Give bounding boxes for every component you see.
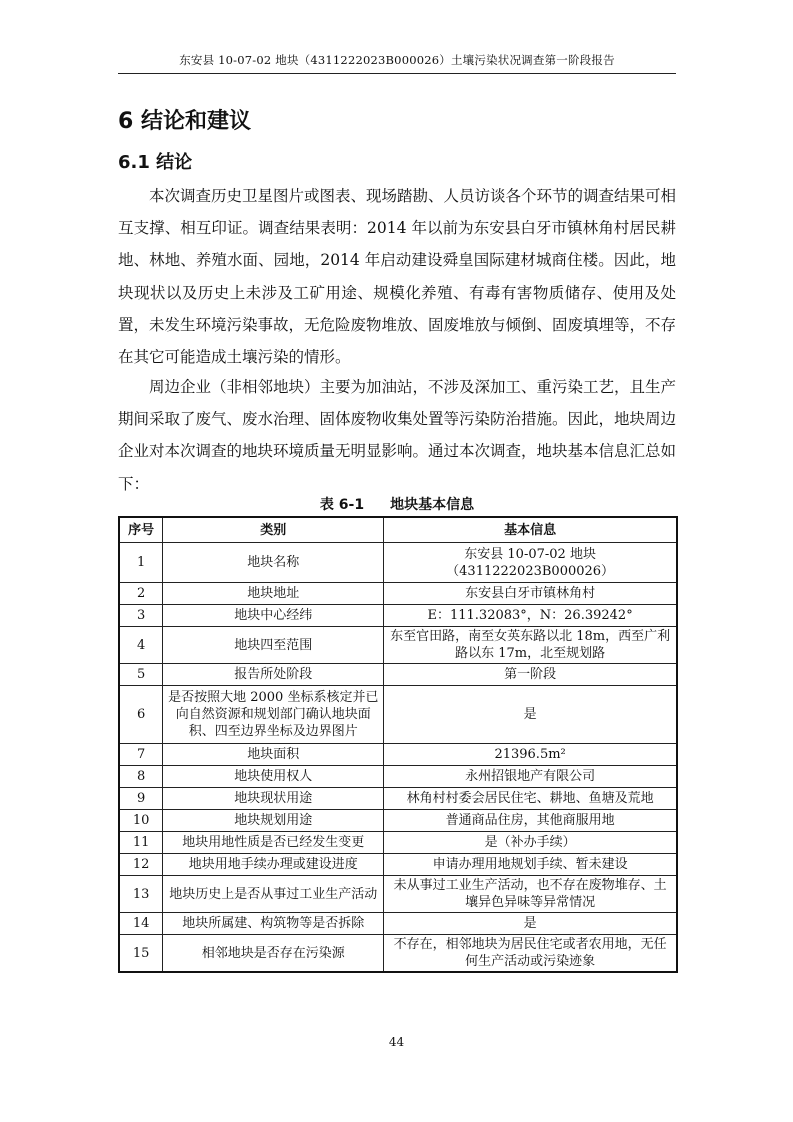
row-number-cell: 14 xyxy=(119,913,163,935)
info-cell: 永州招银地产有限公司 xyxy=(384,766,677,788)
info-cell: 林角村村委会居民住宅、耕地、鱼塘及荒地 xyxy=(384,788,677,810)
category-cell: 地块用地手续办理或建设进度 xyxy=(163,854,384,876)
category-cell: 地块面积 xyxy=(163,744,384,766)
table-row xyxy=(119,766,677,788)
table-row xyxy=(119,788,677,810)
row-number-cell: 7 xyxy=(119,744,163,766)
row-number-cell: 10 xyxy=(119,810,163,832)
row-number-cell: 4 xyxy=(119,627,163,664)
category-cell: 地块使用权人 xyxy=(163,766,384,788)
page-number: 44 xyxy=(388,1035,405,1049)
info-cell: 未从事过工业生产活动，也不存在废物堆存、土壤异色异味等异常情况 xyxy=(384,876,677,913)
info-cell: 不存在，相邻地块为居民住宅或者农用地，无任何生产活动或污染迹象 xyxy=(384,935,677,973)
info-cell: 21396.5m² xyxy=(384,744,677,766)
table-row xyxy=(119,605,677,627)
header-rule xyxy=(118,73,676,74)
column-header: 基本信息 xyxy=(384,517,677,543)
category-cell: 地块中心经纬 xyxy=(163,605,384,627)
category-cell: 是否按照大地 2000 坐标系核定并已向自然资源和规划部门确认地块面积、四至边界坐标及边界图片 xyxy=(163,686,384,744)
table-row xyxy=(119,935,677,973)
row-number-cell: 5 xyxy=(119,664,163,686)
table-number: 表 6-1 xyxy=(319,497,365,513)
running-header: 东安县 10-07-02 地块（4311222023B000026）土壤污染状况调查第一阶段报告 xyxy=(179,53,615,67)
row-number-cell: 8 xyxy=(119,766,163,788)
table-row xyxy=(119,913,677,935)
category-cell: 地块规划用途 xyxy=(163,810,384,832)
info-cell: 是（补办手续） xyxy=(384,832,677,854)
row-number-cell: 9 xyxy=(119,788,163,810)
info-cell: 第一阶段 xyxy=(384,664,677,686)
info-cell: 东安县白牙市镇林角村 xyxy=(384,583,677,605)
table-header-row xyxy=(119,517,677,543)
row-number-cell: 15 xyxy=(119,935,163,973)
paragraph: 本次调查历史卫星图片或图表、现场踏勘、人员访谈各个环节的调查结果可相互支撑、相互印证。调查结果表明：2014 年以前为东安县白牙市镇林角村居民耕地、林地、养殖水面、园地，2014 年启动建设舜皇国际建材城商住楼。因此，地块现状以及历史上未涉及工矿用途、规模化养殖、有毒有害物质储存、使用及处置，未发生环境污染事故，无危险废物堆放、固废堆放与倾倒、固废填埋等，不存在其它可能造成土壤污染的情形。 xyxy=(118,187,677,367)
info-cell: 东安县 10-07-02 地块（4311222023B000026） xyxy=(384,543,677,583)
table-row xyxy=(119,664,677,686)
row-number-cell: 13 xyxy=(119,876,163,913)
table-row xyxy=(119,876,677,913)
info-cell: 普通商品住房，其他商服用地 xyxy=(384,810,677,832)
row-number-cell: 6 xyxy=(119,686,163,744)
info-cell: 是 xyxy=(384,686,677,744)
category-cell: 地块现状用途 xyxy=(163,788,384,810)
row-number-cell: 3 xyxy=(119,605,163,627)
info-cell: E：111.32083°，N：26.39242° xyxy=(384,605,677,627)
table-title: 地块基本信息 xyxy=(390,497,475,513)
section-heading: 6 结论和建议 xyxy=(118,109,251,134)
category-cell: 地块所属建、构筑物等是否拆除 xyxy=(163,913,384,935)
row-number-cell: 11 xyxy=(119,832,163,854)
row-number-cell: 1 xyxy=(119,543,163,583)
category-cell: 地块地址 xyxy=(163,583,384,605)
row-number-cell: 2 xyxy=(119,583,163,605)
category-cell: 报告所处阶段 xyxy=(163,664,384,686)
column-header: 类别 xyxy=(163,517,384,543)
paragraph: 周边企业（非相邻地块）主要为加油站，不涉及深加工、重污染工艺，且生产期间采取了废气、废水治理、固体废物收集处置等污染防治措施。因此，地块周边企业对本次调查的地块环境质量无明显影响。通过本次调查，地块基本信息汇总如下： xyxy=(118,378,677,493)
info-cell: 申请办理用地规划手续、暂未建设 xyxy=(384,854,677,876)
category-cell: 相邻地块是否存在污染源 xyxy=(163,935,384,973)
category-cell: 地块名称 xyxy=(163,543,384,583)
table-row xyxy=(119,583,677,605)
info-cell: 是 xyxy=(384,913,677,935)
table-row xyxy=(119,543,677,583)
info-cell: 东至官田路，南至女英东路以北 18m，西至广利路以东 17m，北至规划路 xyxy=(384,627,677,664)
column-header: 序号 xyxy=(119,517,163,543)
table-row xyxy=(119,854,677,876)
category-cell: 地块四至范围 xyxy=(163,627,384,664)
table-row xyxy=(119,744,677,766)
table-row xyxy=(119,686,677,744)
category-cell: 地块历史上是否从事过工业生产活动 xyxy=(163,876,384,913)
subsection-heading: 6.1 结论 xyxy=(118,152,193,173)
table-row xyxy=(119,832,677,854)
table-row xyxy=(119,810,677,832)
category-cell: 地块用地性质是否已经发生变更 xyxy=(163,832,384,854)
info-table xyxy=(118,516,678,973)
row-number-cell: 12 xyxy=(119,854,163,876)
table-caption xyxy=(118,494,676,514)
table-row xyxy=(119,627,677,664)
